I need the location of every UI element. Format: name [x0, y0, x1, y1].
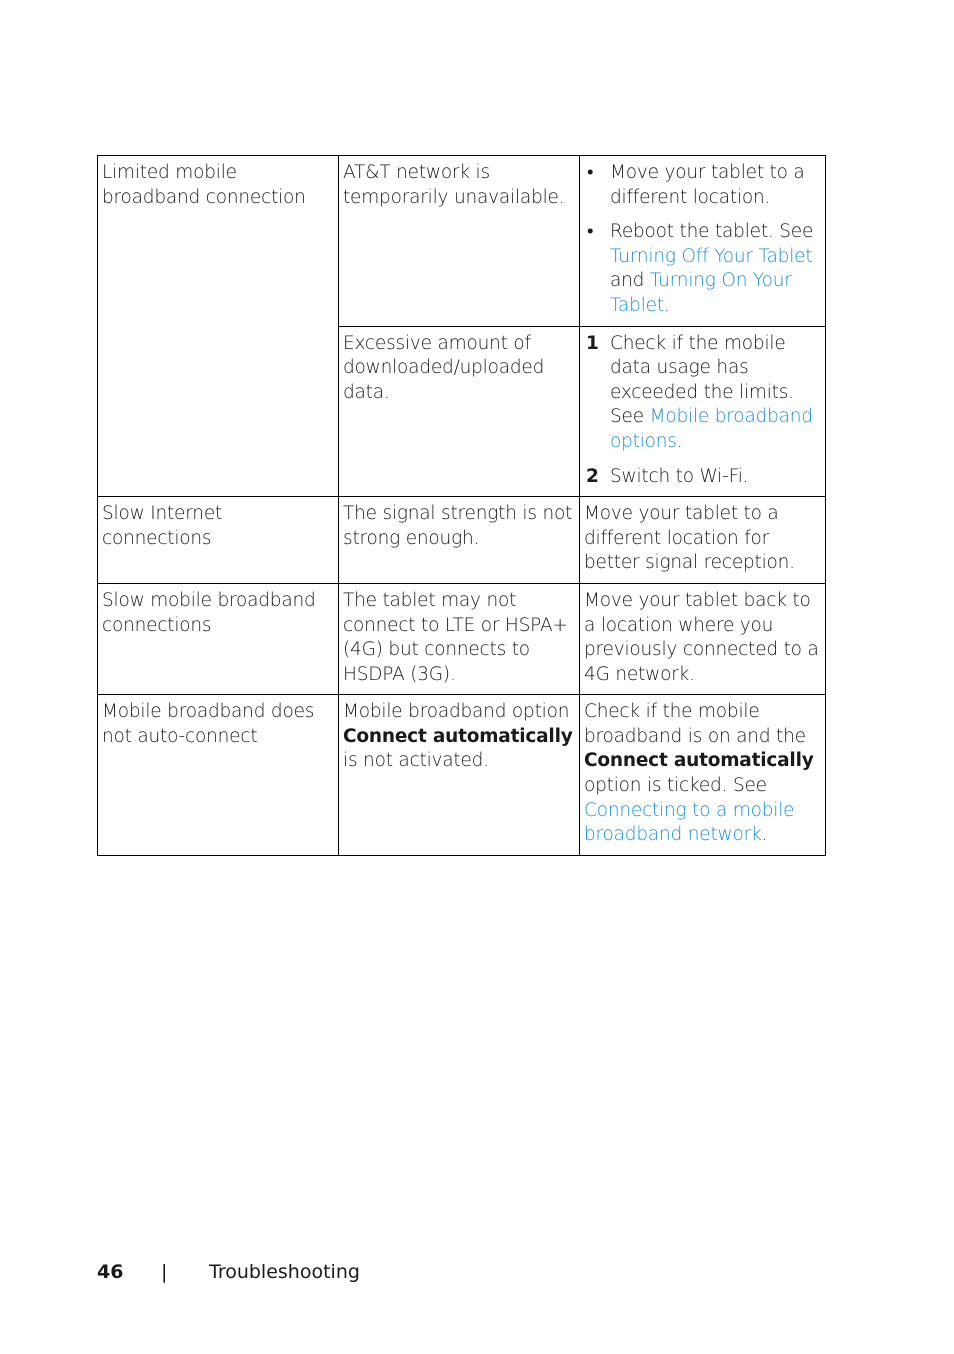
table-row [98, 497, 826, 584]
page-number: 46 [97, 1261, 124, 1283]
bullet-marker: • [587, 221, 594, 243]
text-run: Move your tablet to a different location. [610, 162, 805, 208]
numbered-step [584, 332, 821, 455]
text-run: and [610, 270, 650, 292]
text-run: Move your tablet to a different location for better signal reception. [584, 503, 795, 574]
bullet-item [584, 220, 821, 318]
solution-cell [580, 326, 826, 497]
cross-reference-link[interactable]: Mobile broadband options [610, 406, 813, 452]
table-row [98, 156, 826, 327]
cause-cell: The tablet may not connect to LTE or HSPA+ (4G) but connects to HSDPA (3G). [339, 583, 580, 694]
cause-cell: AT&T network is temporarily unavailable. [339, 156, 580, 327]
text-run: Check if the mobile broadband is on and the [584, 701, 806, 747]
text-run: Mobile broadband option [343, 701, 570, 723]
text-run: . [663, 294, 670, 316]
cross-reference-link[interactable]: Turning On Your Tablet [610, 270, 792, 316]
step-number: 2 [586, 465, 599, 487]
text-run: is not activated. [343, 750, 489, 772]
table-row [98, 583, 826, 694]
text-run: option is ticked. See [584, 775, 767, 797]
cross-reference-link[interactable]: Turning Off Your Tablet [610, 245, 813, 267]
emphasis-text: Connect automatically [584, 750, 814, 772]
text-run: Check if the mobile data usage has exceeded the limits. See [610, 332, 794, 428]
bullet-item [584, 161, 821, 210]
text-run: . [761, 824, 768, 846]
text-run: Reboot the tablet. See [610, 221, 814, 243]
cross-reference-link[interactable]: Connecting to a mobile broadband network [584, 799, 795, 846]
step-number: 1 [586, 332, 599, 354]
emphasis-text: Connect automatically [343, 725, 573, 747]
problem-cell: Limited mobile broadband connection [98, 156, 339, 497]
numbered-step [584, 465, 821, 490]
cause-cell [339, 695, 580, 856]
cause-cell: Excessive amount of downloaded/uploaded data. [339, 326, 580, 497]
troubleshooting-table [97, 155, 826, 856]
problem-cell: Slow mobile broadband connections [98, 583, 339, 694]
troubleshooting-table-body [98, 156, 826, 856]
footer-separator: | [161, 1261, 168, 1283]
cause-cell: The signal strength is not strong enough. [339, 497, 580, 584]
table-row [98, 695, 826, 856]
solution-cell [580, 583, 826, 694]
solution-cell [580, 695, 826, 856]
problem-cell: Mobile broadband does not auto-connect [98, 695, 339, 856]
solution-cell [580, 497, 826, 584]
section-title: Troubleshooting [209, 1261, 360, 1283]
problem-cell: Slow Internet connections [98, 497, 339, 584]
solution-cell [580, 156, 826, 327]
text-run: . [676, 430, 683, 452]
bullet-marker: • [587, 162, 594, 183]
text-run: Switch to Wi-Fi. [610, 465, 749, 487]
text-run: Move your tablet back to a location where you previously connected to a 4G network. [584, 589, 819, 685]
